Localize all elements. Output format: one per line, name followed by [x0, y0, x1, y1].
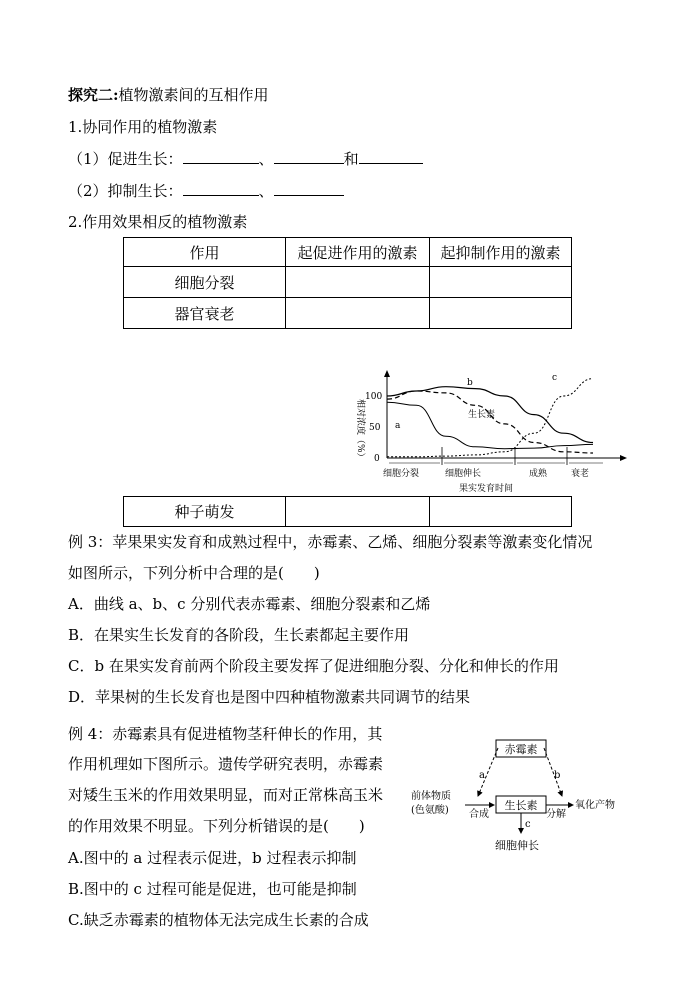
- blank-5[interactable]: [274, 181, 344, 196]
- table-row-label: 种子萌发: [124, 497, 286, 527]
- series-line-auxin: [387, 391, 593, 453]
- promote-growth-line: （1）促进生长： 、 和: [68, 148, 423, 169]
- gibberellin-mechanism-diagram: [405, 736, 637, 860]
- precursor-label-2: (色氨酸): [411, 805, 449, 816]
- precursor-label-1: 前体物质: [411, 791, 451, 802]
- stage-label-division: 细胞分裂: [383, 469, 420, 479]
- curve-label-c: c: [552, 373, 558, 383]
- table-cell[interactable]: [430, 267, 572, 298]
- ex4-stem-2: 作用机理如下图所示。遗传学研究表明，赤霉素: [68, 755, 384, 773]
- process-c-label: c: [525, 819, 531, 830]
- ex3-option-c[interactable]: C．b 在果实发育前两个阶段主要发挥了促进细胞分裂、分化和伸长的作用: [68, 657, 559, 675]
- ex3-option-d[interactable]: D．苹果树的生长发育也是图中四种植物激素共同调节的结果: [68, 688, 471, 706]
- ex4-stem-1: 例 4：赤霉素具有促进植物茎秆伸长的作用，其: [68, 725, 383, 743]
- stage-separators: [389, 447, 603, 465]
- table-header-promote: 起促进作用的激素: [286, 238, 430, 267]
- stage-label-elongation: 细胞伸长: [445, 469, 482, 479]
- hormone-table: [123, 237, 572, 329]
- curve-label-auxin: 生长素: [468, 410, 496, 420]
- y-tick-label: 100: [365, 392, 383, 402]
- y-axis-label: 相对浓度（%）: [355, 399, 365, 462]
- y-tick-label: 0: [374, 454, 380, 464]
- blank-1[interactable]: [183, 149, 259, 164]
- x-axis-label: 果实发育时间: [459, 484, 514, 494]
- curve-label-a: a: [395, 421, 401, 431]
- ex4-stem-3: 对矮生玉米的作用效果明显，而对正常株高玉米: [68, 786, 384, 804]
- y-tick-label: 50: [369, 423, 381, 433]
- ex3-stem-2: 如图所示，下列分析中合理的是( ): [68, 564, 320, 582]
- process-b-label: b: [554, 770, 561, 781]
- blank-2[interactable]: [274, 149, 344, 164]
- table-header-effect: 作用: [124, 238, 286, 267]
- synthesis-label: 合成: [469, 809, 489, 820]
- hormone-concentration-chart: [345, 365, 635, 497]
- cell-elongation-label: 细胞伸长: [495, 839, 539, 852]
- y-axis-arrow: [384, 370, 390, 377]
- oxidation-product-label: 氧化产物: [575, 800, 615, 811]
- table-cell[interactable]: [286, 497, 430, 527]
- auxin-label: 生长素: [504, 799, 538, 812]
- table-cell[interactable]: [430, 298, 572, 329]
- gibberellin-label: 赤霉素: [504, 743, 538, 756]
- table-row-label: 器官衰老: [124, 298, 286, 329]
- table-header-inhibit: 起抑制作用的激素: [430, 238, 572, 267]
- table-cell[interactable]: [286, 267, 430, 298]
- ex3-option-a[interactable]: A．曲线 a、b、c 分别代表赤霉素、细胞分裂素和乙烯: [68, 595, 431, 613]
- blank-4[interactable]: [183, 181, 259, 196]
- table-cell[interactable]: [286, 298, 430, 329]
- hormone-table-bottom: [123, 496, 572, 527]
- inhibit-growth-line: （2）抑制生长： 、: [68, 180, 344, 201]
- heading-synergy: 1.协同作用的植物激素: [68, 118, 218, 136]
- stage-label-ripening: 成熟: [529, 469, 548, 479]
- blank-3[interactable]: [359, 149, 423, 164]
- table-cell[interactable]: [430, 497, 572, 527]
- heading-antagonism: 2.作用效果相反的植物激素: [68, 213, 248, 231]
- table-row-label: 细胞分裂: [124, 267, 286, 298]
- ex4-stem-4: 的作用效果不明显。下列分析错误的是( ): [68, 817, 365, 835]
- ex4-option-c[interactable]: C.缺乏赤霉素的植物体无法完成生长素的合成: [68, 911, 369, 929]
- stage-label-senescence: 衰老: [571, 469, 590, 479]
- ex4-option-b[interactable]: B.图中的 c 过程可能是促进，也可能是抑制: [68, 880, 357, 898]
- section-title: 探究二:植物激素间的互相作用: [68, 86, 269, 104]
- ex3-stem-1: 例 3：苹果果实发育和成熟过程中，赤霉素、乙烯、细胞分裂素等激素变化情况: [68, 533, 593, 551]
- curve-label-b: b: [467, 378, 473, 388]
- decompose-label: 分解: [546, 809, 566, 820]
- ex4-option-a[interactable]: A.图中的 a 过程表示促进，b 过程表示抑制: [68, 849, 357, 867]
- process-a-label: a: [479, 770, 485, 781]
- x-axis-arrow: [620, 455, 627, 461]
- ex3-option-b[interactable]: B．在果实生长发育的各阶段，生长素都起主要作用: [68, 626, 410, 644]
